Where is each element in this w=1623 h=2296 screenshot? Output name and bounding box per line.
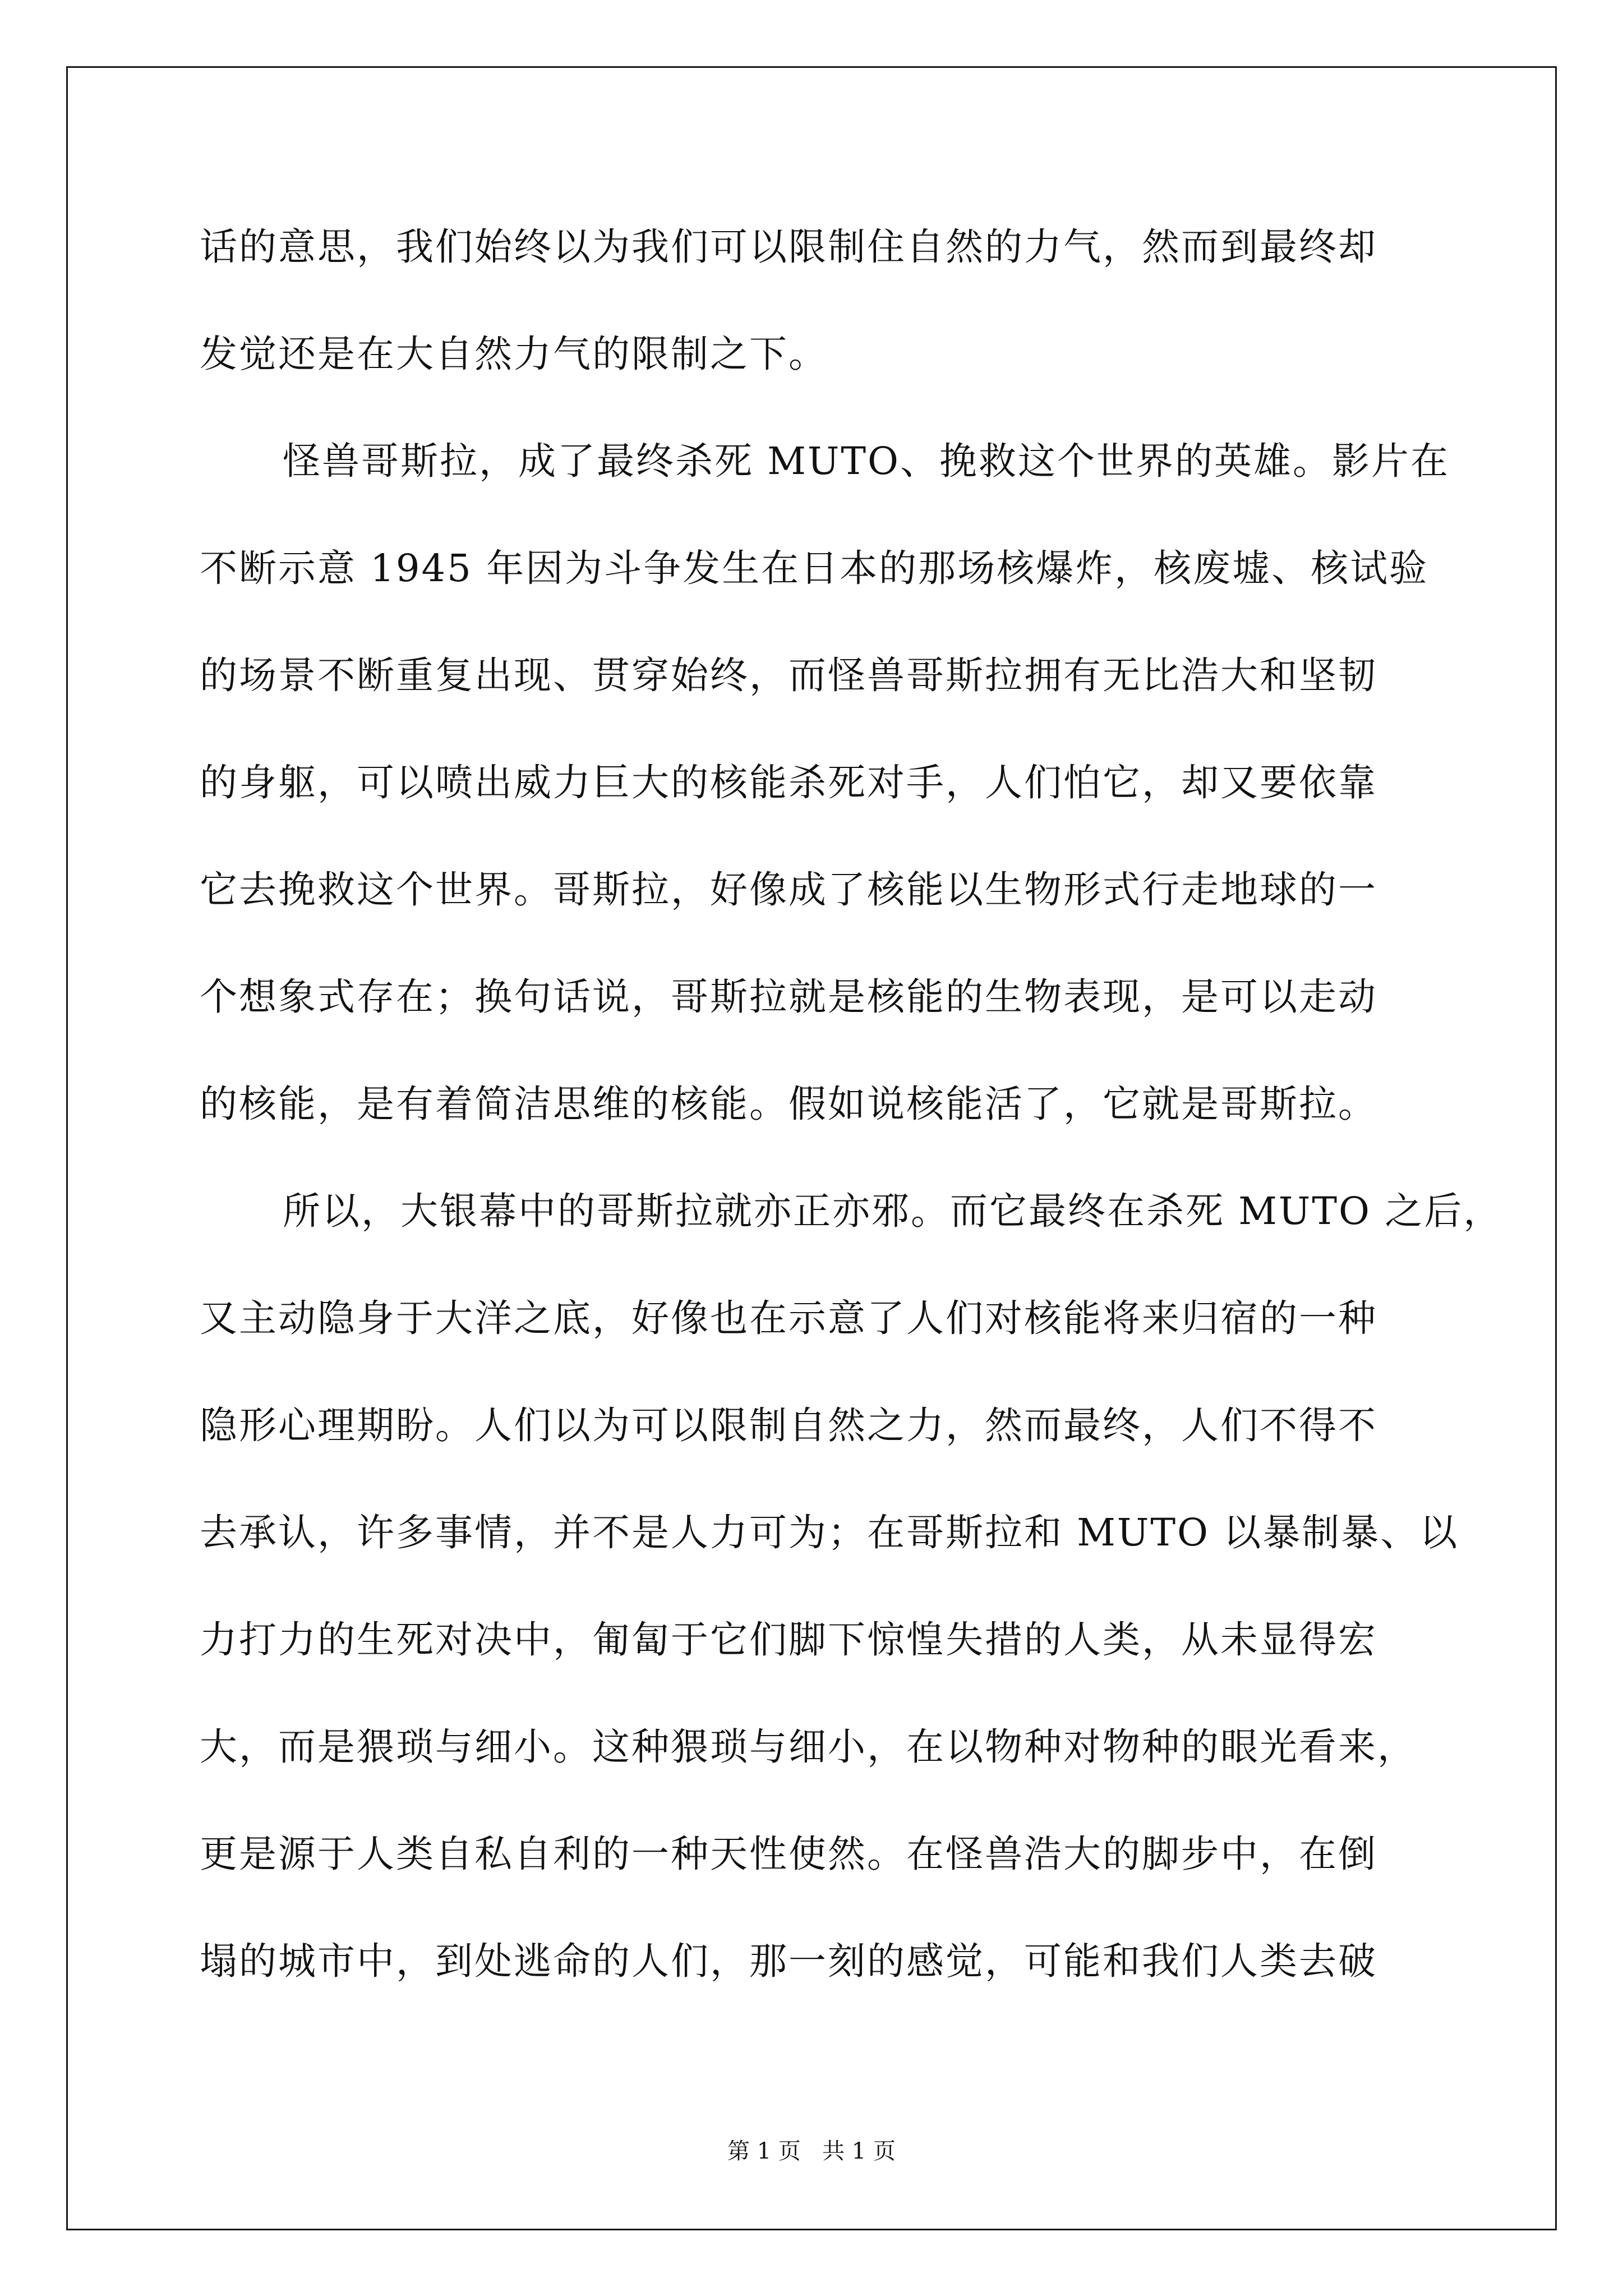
text-line: 它去挽救这个世界。哥斯拉，好像成了核能以生物形式行走地球的一: [200, 868, 1377, 912]
text-line: 发觉还是在大自然力气的限制之下。: [200, 332, 828, 376]
document-body: [200, 208, 1503, 2029]
text-line: 的核能，是有着简洁思维的核能。假如说核能活了，它就是哥斯拉。: [200, 1082, 1377, 1126]
text-line: 塌的城市中，到处逃命的人们，那一刻的感觉，可能和我们人类去破: [200, 1939, 1377, 1983]
text-line: 话的意思，我们始终以为我们可以限制住自然的力气，然而到最终却: [200, 225, 1377, 269]
text-line: 不断示意 1945 年因为斗争发生在日本的那场核爆炸，核废墟、核试验: [200, 546, 1429, 590]
text-line: 力打力的生死对决中，匍匐于它们脚下惊惶失措的人类，从未显得宏: [200, 1618, 1377, 1662]
text-line: 大，而是猥琐与细小。这种猥琐与细小，在以物种对物种的眼光看来，: [200, 1725, 1417, 1769]
page-number-footer: 第 1 页 共 1 页: [727, 2138, 896, 2164]
text-line: 的场景不断重复出现、贯穿始终，而怪兽哥斯拉拥有无比浩大和坚韧: [200, 654, 1377, 697]
text-line: 去承认，许多事情，并不是人力可为；在哥斯拉和 MUTO 以暴制暴、以: [200, 1511, 1459, 1554]
text-line: 个想象式存在；换句话说，哥斯拉就是核能的生物表现，是可以走动: [200, 975, 1377, 1019]
text-line: 又主动隐身于大洋之底，好像也在示意了人们对核能将来归宿的一种: [200, 1296, 1377, 1340]
text-line: 更是源于人类自私自利的一种天性使然。在怪兽浩大的脚步中，在倒: [200, 1832, 1377, 1876]
paragraph-start-line: 所以，大银幕中的哥斯拉就亦正亦邪。而它最终在杀死 MUTO 之后，: [283, 1189, 1503, 1233]
paragraph-start-line: 怪兽哥斯拉，成了最终杀死 MUTO、挽救这个世界的英雄。影片在: [283, 439, 1450, 483]
text-line: 隐形心理期盼。人们以为可以限制自然之力，然而最终，人们不得不: [200, 1404, 1377, 1447]
text-line: 的身躯，可以喷出威力巨大的核能杀死对手，人们怕它，却又要依靠: [200, 761, 1377, 804]
